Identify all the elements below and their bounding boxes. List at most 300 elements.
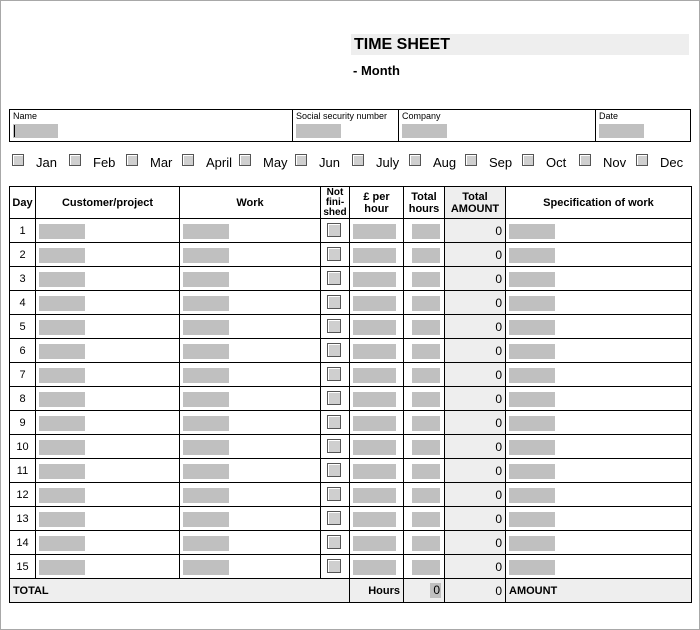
work-field[interactable] — [183, 320, 229, 335]
not-finished-cell — [321, 315, 350, 339]
per-hour-cell — [350, 435, 404, 459]
day-cell — [10, 315, 36, 339]
not-finished-checkbox[interactable] — [327, 319, 341, 333]
work-field[interactable] — [183, 392, 229, 407]
per-hour-field[interactable] — [353, 464, 396, 479]
table-row — [10, 507, 692, 531]
spec-field[interactable] — [509, 224, 555, 239]
customer-field[interactable] — [39, 344, 85, 359]
per-hour-cell — [350, 531, 404, 555]
month-checkbox[interactable] — [12, 154, 24, 166]
per-hour-cell — [350, 387, 404, 411]
hours-field[interactable] — [412, 560, 440, 575]
col-header-spec: Specification of work — [506, 187, 692, 219]
day-number: 14 — [16, 536, 29, 549]
not-finished-cell — [321, 339, 350, 363]
total-row — [10, 579, 692, 603]
work-cell — [180, 531, 321, 555]
per-hour-field[interactable] — [353, 392, 396, 407]
customer-cell — [36, 411, 180, 435]
day-cell — [10, 459, 36, 483]
amount-cell — [445, 315, 506, 339]
total-hours-value: 0 — [430, 583, 441, 598]
customer-cell — [36, 435, 180, 459]
work-field[interactable] — [183, 464, 229, 479]
spec-cell — [506, 315, 692, 339]
amount-value: 0 — [495, 464, 502, 478]
amount-value: 0 — [495, 560, 502, 574]
page-subtitle: - Month — [353, 63, 400, 78]
month-label: May — [263, 155, 288, 170]
month-checkbox[interactable] — [126, 154, 138, 166]
day-cell — [10, 363, 36, 387]
month-checkbox[interactable] — [295, 154, 307, 166]
per-hour-field[interactable] — [353, 488, 396, 503]
amount-cell — [445, 387, 506, 411]
hours-field[interactable] — [412, 536, 440, 551]
amount-cell — [445, 459, 506, 483]
month-label: Aug — [433, 155, 457, 170]
customer-cell — [36, 507, 180, 531]
total-label-cell — [10, 579, 350, 603]
customer-cell — [36, 243, 180, 267]
col-header-customer: Customer/project — [36, 187, 180, 219]
day-number: 7 — [19, 368, 26, 381]
not-finished-cell — [321, 507, 350, 531]
spec-field[interactable] — [509, 272, 555, 287]
not-finished-checkbox[interactable] — [327, 295, 341, 309]
col-header-per-hour: £ per hour — [350, 187, 404, 219]
per-hour-cell — [350, 459, 404, 483]
not-finished-checkbox[interactable] — [327, 343, 341, 357]
amount-cell — [445, 363, 506, 387]
hours-field[interactable] — [412, 416, 440, 431]
day-cell — [10, 507, 36, 531]
hours-field[interactable] — [412, 224, 440, 239]
month-label: April — [206, 155, 233, 170]
customer-cell — [36, 459, 180, 483]
timesheet-table — [9, 186, 692, 603]
not-finished-cell — [321, 435, 350, 459]
work-field[interactable] — [183, 512, 229, 527]
amount-value: 0 — [495, 248, 502, 262]
day-number: 10 — [16, 440, 29, 453]
per-hour-field[interactable] — [353, 224, 396, 239]
spec-cell — [506, 219, 692, 243]
day-cell — [10, 555, 36, 579]
customer-cell — [36, 315, 180, 339]
company-field[interactable] — [402, 124, 447, 138]
day-number: 5 — [19, 320, 26, 333]
not-finished-cell — [321, 531, 350, 555]
customer-field[interactable] — [39, 536, 85, 551]
spec-cell — [506, 483, 692, 507]
per-hour-field[interactable] — [353, 272, 396, 287]
per-hour-field[interactable] — [353, 248, 396, 263]
hours-field[interactable] — [412, 488, 440, 503]
customer-cell — [36, 219, 180, 243]
spec-cell — [506, 531, 692, 555]
table-header-row — [10, 187, 692, 219]
day-cell — [10, 387, 36, 411]
amount-value: 0 — [495, 296, 502, 310]
not-finished-cell — [321, 555, 350, 579]
per-hour-cell — [350, 555, 404, 579]
spec-cell — [506, 435, 692, 459]
day-number: 9 — [19, 416, 26, 429]
spec-field[interactable] — [509, 368, 555, 383]
total-amount-value: 0 — [495, 584, 502, 598]
text-cursor — [14, 125, 15, 137]
hours-field[interactable] — [412, 440, 440, 455]
amount-value: 0 — [495, 272, 502, 286]
work-field[interactable] — [183, 296, 229, 311]
per-hour-field[interactable] — [353, 296, 396, 311]
work-cell — [180, 483, 321, 507]
day-number: 2 — [19, 248, 26, 261]
amount-cell — [445, 483, 506, 507]
not-finished-cell — [321, 219, 350, 243]
work-cell — [180, 243, 321, 267]
work-field[interactable] — [183, 560, 229, 575]
day-cell — [10, 339, 36, 363]
day-number: 3 — [19, 272, 26, 285]
work-cell — [180, 555, 321, 579]
hours-label: Hours — [368, 584, 400, 597]
table-row — [10, 363, 692, 387]
table-row — [10, 459, 692, 483]
month-label: July — [376, 155, 400, 170]
amount-cell — [445, 219, 506, 243]
customer-field[interactable] — [39, 560, 85, 575]
hours-field[interactable] — [412, 272, 440, 287]
total-hours-cell — [404, 579, 445, 603]
amount-value: 0 — [495, 320, 502, 334]
month-checkbox[interactable] — [239, 154, 251, 166]
work-field[interactable] — [183, 272, 229, 287]
amount-cell — [445, 267, 506, 291]
ssn-cell — [293, 110, 399, 141]
name-field[interactable] — [13, 124, 58, 138]
company-cell — [399, 110, 596, 141]
not-finished-checkbox[interactable] — [327, 247, 341, 261]
table-row — [10, 411, 692, 435]
per-hour-field[interactable] — [353, 512, 396, 527]
amount-label-cell — [506, 579, 692, 603]
hours-label-cell — [350, 579, 404, 603]
customer-field[interactable] — [39, 464, 85, 479]
month-checkbox[interactable] — [409, 154, 421, 166]
customer-cell — [36, 339, 180, 363]
amount-cell — [445, 555, 506, 579]
spec-cell — [506, 387, 692, 411]
hours-field[interactable] — [412, 464, 440, 479]
not-finished-checkbox[interactable] — [327, 271, 341, 285]
hours-field[interactable] — [412, 512, 440, 527]
day-number: 13 — [16, 512, 29, 525]
hours-cell — [404, 267, 445, 291]
total-label: TOTAL — [13, 584, 49, 597]
not-finished-cell — [321, 291, 350, 315]
not-finished-checkbox[interactable] — [327, 487, 341, 501]
info-section — [9, 109, 691, 142]
spec-field[interactable] — [509, 440, 555, 455]
amount-cell — [445, 435, 506, 459]
work-field[interactable] — [183, 368, 229, 383]
amount-value: 0 — [495, 392, 502, 406]
customer-field[interactable] — [39, 512, 85, 527]
customer-field[interactable] — [39, 416, 85, 431]
month-label: Nov — [603, 155, 627, 170]
day-cell — [10, 531, 36, 555]
customer-field[interactable] — [39, 320, 85, 335]
work-cell — [180, 459, 321, 483]
per-hour-cell — [350, 363, 404, 387]
name-cell — [10, 110, 293, 141]
work-cell — [180, 339, 321, 363]
per-hour-cell — [350, 243, 404, 267]
not-finished-checkbox[interactable] — [327, 535, 341, 549]
hours-cell — [404, 507, 445, 531]
not-finished-checkbox[interactable] — [327, 559, 341, 573]
work-cell — [180, 507, 321, 531]
customer-field[interactable] — [39, 272, 85, 287]
not-finished-checkbox[interactable] — [327, 223, 341, 237]
month-label: Mar — [150, 155, 173, 170]
per-hour-cell — [350, 315, 404, 339]
month-selector — [12, 153, 692, 173]
customer-cell — [36, 387, 180, 411]
not-finished-checkbox[interactable] — [327, 511, 341, 525]
amount-value: 0 — [495, 440, 502, 454]
not-finished-checkbox[interactable] — [327, 367, 341, 381]
amount-cell — [445, 507, 506, 531]
spec-field[interactable] — [509, 416, 555, 431]
month-label: Jun — [319, 155, 340, 170]
month-checkbox[interactable] — [636, 154, 648, 166]
not-finished-checkbox[interactable] — [327, 439, 341, 453]
month-checkbox[interactable] — [69, 154, 81, 166]
spec-field[interactable] — [509, 392, 555, 407]
hours-field[interactable] — [412, 296, 440, 311]
customer-cell — [36, 267, 180, 291]
amount-value: 0 — [495, 224, 502, 238]
page-title: TIME SHEET — [351, 34, 689, 55]
total-amount-cell — [445, 579, 506, 603]
work-cell — [180, 411, 321, 435]
customer-field[interactable] — [39, 368, 85, 383]
table-row — [10, 435, 692, 459]
not-finished-cell — [321, 243, 350, 267]
not-finished-cell — [321, 459, 350, 483]
month-label: Jan — [36, 155, 57, 170]
not-finished-cell — [321, 411, 350, 435]
day-cell — [10, 243, 36, 267]
spec-cell — [506, 267, 692, 291]
amount-cell — [445, 291, 506, 315]
hours-cell — [404, 411, 445, 435]
hours-field[interactable] — [412, 368, 440, 383]
spec-cell — [506, 363, 692, 387]
not-finished-checkbox[interactable] — [327, 415, 341, 429]
not-finished-checkbox[interactable] — [327, 463, 341, 477]
per-hour-cell — [350, 411, 404, 435]
work-cell — [180, 219, 321, 243]
hours-cell — [404, 339, 445, 363]
per-hour-field[interactable] — [353, 536, 396, 551]
col-header-total-amount: Total AMOUNT — [445, 187, 506, 219]
amount-value: 0 — [495, 512, 502, 526]
per-hour-field[interactable] — [353, 368, 396, 383]
customer-field[interactable] — [39, 440, 85, 455]
work-field[interactable] — [183, 488, 229, 503]
company-label: Company — [402, 111, 441, 121]
amount-value: 0 — [495, 368, 502, 382]
month-checkbox[interactable] — [522, 154, 534, 166]
col-header-total-hours: Total hours — [404, 187, 445, 219]
not-finished-cell — [321, 267, 350, 291]
hours-field[interactable] — [412, 320, 440, 335]
name-label: Name — [13, 111, 38, 121]
table-row — [10, 267, 692, 291]
month-label: Sep — [489, 155, 513, 170]
spec-field[interactable] — [509, 344, 555, 359]
day-number: 15 — [16, 560, 29, 573]
month-label: Feb — [93, 155, 116, 170]
date-field[interactable] — [599, 124, 644, 138]
per-hour-field[interactable] — [353, 416, 396, 431]
customer-field[interactable] — [39, 488, 85, 503]
day-number: 6 — [19, 344, 26, 357]
not-finished-cell — [321, 483, 350, 507]
per-hour-field[interactable] — [353, 344, 396, 359]
ssn-label: Social security number — [296, 111, 388, 121]
work-field[interactable] — [183, 416, 229, 431]
not-finished-cell — [321, 387, 350, 411]
hours-cell — [404, 483, 445, 507]
table-row — [10, 531, 692, 555]
spec-field[interactable] — [509, 536, 555, 551]
customer-field[interactable] — [39, 392, 85, 407]
month-label: Oct — [546, 155, 567, 170]
hours-field[interactable] — [412, 344, 440, 359]
day-number: 8 — [19, 392, 26, 405]
day-number: 1 — [19, 224, 26, 237]
spec-field[interactable] — [509, 488, 555, 503]
amount-cell — [445, 339, 506, 363]
spec-field[interactable] — [509, 296, 555, 311]
spec-cell — [506, 291, 692, 315]
amount-value: 0 — [495, 416, 502, 430]
customer-field[interactable] — [39, 224, 85, 239]
day-number: 12 — [16, 488, 29, 501]
not-finished-cell — [321, 363, 350, 387]
col-header-work: Work — [180, 187, 321, 219]
spec-field[interactable] — [509, 464, 555, 479]
col-header-day: Day — [10, 187, 36, 219]
work-field[interactable] — [183, 440, 229, 455]
spec-cell — [506, 411, 692, 435]
work-cell — [180, 387, 321, 411]
table-row — [10, 243, 692, 267]
customer-cell — [36, 531, 180, 555]
per-hour-cell — [350, 507, 404, 531]
day-number: 11 — [16, 464, 29, 477]
day-cell — [10, 219, 36, 243]
work-field[interactable] — [183, 224, 229, 239]
day-cell — [10, 435, 36, 459]
hours-field[interactable] — [412, 248, 440, 263]
spec-cell — [506, 555, 692, 579]
per-hour-cell — [350, 267, 404, 291]
month-checkbox[interactable] — [182, 154, 194, 166]
date-cell — [596, 110, 690, 141]
work-cell — [180, 267, 321, 291]
spec-cell — [506, 339, 692, 363]
work-field[interactable] — [183, 344, 229, 359]
work-cell — [180, 363, 321, 387]
work-field[interactable] — [183, 536, 229, 551]
day-cell — [10, 291, 36, 315]
hours-cell — [404, 459, 445, 483]
table-row — [10, 555, 692, 579]
hours-cell — [404, 435, 445, 459]
work-cell — [180, 315, 321, 339]
hours-field[interactable] — [412, 392, 440, 407]
table-row — [10, 291, 692, 315]
hours-cell — [404, 363, 445, 387]
per-hour-cell — [350, 219, 404, 243]
day-cell — [10, 411, 36, 435]
table-row — [10, 339, 692, 363]
work-field[interactable] — [183, 248, 229, 263]
ssn-field[interactable] — [296, 124, 341, 138]
customer-field[interactable] — [39, 248, 85, 263]
work-cell — [180, 435, 321, 459]
work-cell — [180, 291, 321, 315]
spec-field[interactable] — [509, 320, 555, 335]
amount-label: AMOUNT — [509, 584, 558, 597]
month-checkbox[interactable] — [579, 154, 591, 166]
hours-cell — [404, 219, 445, 243]
hours-cell — [404, 387, 445, 411]
spec-field[interactable] — [509, 560, 555, 575]
hours-cell — [404, 531, 445, 555]
per-hour-field[interactable] — [353, 440, 396, 455]
spec-field[interactable] — [509, 512, 555, 527]
date-label: Date — [599, 111, 619, 121]
spec-field[interactable] — [509, 248, 555, 263]
hours-cell — [404, 243, 445, 267]
per-hour-field[interactable] — [353, 560, 396, 575]
month-checkbox[interactable] — [465, 154, 477, 166]
not-finished-checkbox[interactable] — [327, 391, 341, 405]
amount-value: 0 — [495, 536, 502, 550]
per-hour-field[interactable] — [353, 320, 396, 335]
col-header-not-finished: Not fini-shed — [321, 187, 350, 219]
month-checkbox[interactable] — [352, 154, 364, 166]
per-hour-cell — [350, 483, 404, 507]
spec-cell — [506, 507, 692, 531]
day-cell — [10, 483, 36, 507]
per-hour-cell — [350, 291, 404, 315]
amount-cell — [445, 531, 506, 555]
customer-field[interactable] — [39, 296, 85, 311]
spec-cell — [506, 243, 692, 267]
table-row — [10, 219, 692, 243]
spec-cell — [506, 459, 692, 483]
table-row — [10, 315, 692, 339]
